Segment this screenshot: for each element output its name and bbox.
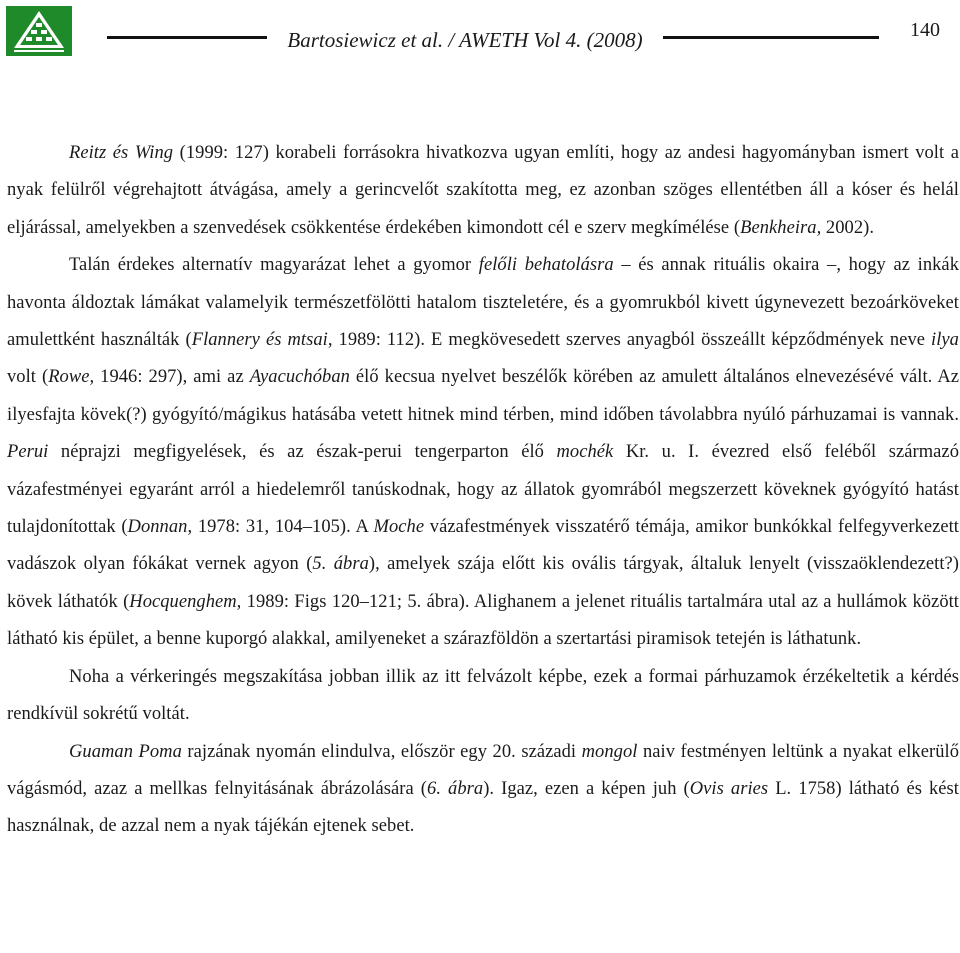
paragraph [7,247,959,658]
italic-text: mongol [581,741,638,762]
paragraph [7,659,959,734]
italic-text: Moche [373,517,425,538]
aweth-logo-icon [6,6,72,56]
page-number: 140 [910,19,940,41]
text-run: volt ( [7,367,49,388]
text-run: 1946: 297), ami az [94,367,250,388]
italic-text: Rowe, [48,367,95,388]
text-run: 1978: 31, 104–105). A [192,517,374,538]
text-run: ). Igaz, ezen a képen juh ( [483,778,690,799]
italic-text: 6. ábra [427,778,484,799]
text-run: Talán érdekes alternatív magyarázat lehet a gyomor [69,255,479,276]
italic-text: Flannery és mtsai [191,330,328,351]
text-run: – és annak rituális okaira –, hogy az inkák havonta áldoztak lámákat valamelyik természetfölötti hatalom tiszteletére, és a gyomrukból kivett úgynevezett bezoárköveket amulettként használták ( [7,255,959,351]
text-run: élő kecsua nyelvet beszélők körében az amulett általános elnevezésévé vált. Az ilyesfajta kövek(?) gyógyító/mágikus hatásába vetett hitnek mind térben, mind időben távolabbra nyúló párhuzamai is vannak. [7,367,959,425]
text-run: L. 1758) látható és kést használnak, de azzal nem a nyak tájékán ejtenek sebet. [7,778,959,837]
text-run: 1989: Figs 120–121; 5. ábra). Alighanem a jelenet rituális tartalmára utal az a hullámok között látható kis épület, a benne kuporgó alakkal, amilyeneket a szárazföldön a szertartási piramisok tetején is láthatunk. [7,591,959,650]
paragraph [7,734,959,846]
italic-text: Guaman Poma [69,741,182,762]
journal-citation: Bartosiewicz et al. / AWETH Vol 4. (2008) [287,28,643,52]
text-run: Kr. u. I. évezred első feléből származó vázafestményei egyaránt arról a hiedelemről tanúskodnak, hogy az állatok gyomrából megszerzett köveknek gyógyító hatást tulajdonítottak ( [7,442,959,538]
italic-text: Ovis aries [689,778,769,799]
italic-text: Ayacuchóban [249,367,350,388]
text-run: ), amelyek szája előtt kis ovális tárgyak, általuk lenyelt (visszaöklendezett?) kövek láthatók ( [7,554,959,612]
article-body [7,135,959,846]
text-run: 2002). [821,217,875,238]
italic-text: Hocquenghem, [129,591,242,612]
paragraph [7,135,959,247]
page-header [0,0,960,64]
header-rule-left [107,36,267,39]
italic-text: ilya [931,330,959,351]
italic-text: felőli behatolásra [478,255,614,276]
italic-text: Benkheira, [740,217,822,238]
italic-text: Donnan, [127,517,193,538]
italic-text: Perui [7,442,49,463]
text-run: Noha a vérkeringés megszakítása jobban illik az itt felvázolt képbe, ezek a formai párhuzamok érzékeltetik a kérdés rendkívül sokrétű voltát. [7,666,959,725]
italic-text: mochék [556,442,614,463]
header-rule-right [663,36,879,39]
text-run: , 1989: 112). E megkövesedett szerves anyagból összeállt képződmények neve [327,330,932,351]
text-run: (1999: 127) korabeli forrásokra hivatkozva ugyan említi, hogy az andesi hagyományban ismert volt a nyak felülről végrehajtott átvágása, amely a gerincvelőt szakította meg, ez azonban szöges ellentétben áll a kóser és helál eljárással, amelyekben a szenvedések csökkentése érdekében kimondott cél e szerv megkímélése ( [7,143,959,238]
italic-text: 5. ábra [312,554,369,575]
text-run: rajzának nyomán elindulva, először egy 20. századi [181,741,582,762]
text-run: vázafestmények visszatérő témája, amikor bunkókkal felfegyverkezett vadászok olyan fókákat vernek agyon ( [7,517,959,575]
text-run: néprajzi megfigyelések, és az észak-perui tengerparton élő [48,442,557,463]
text-run: naiv festményen leltünk a nyakat elkerülő vágásmód, azaz a mellkas felnyitásának ábrázolására ( [7,741,959,799]
italic-text: Reitz és Wing [69,143,174,163]
